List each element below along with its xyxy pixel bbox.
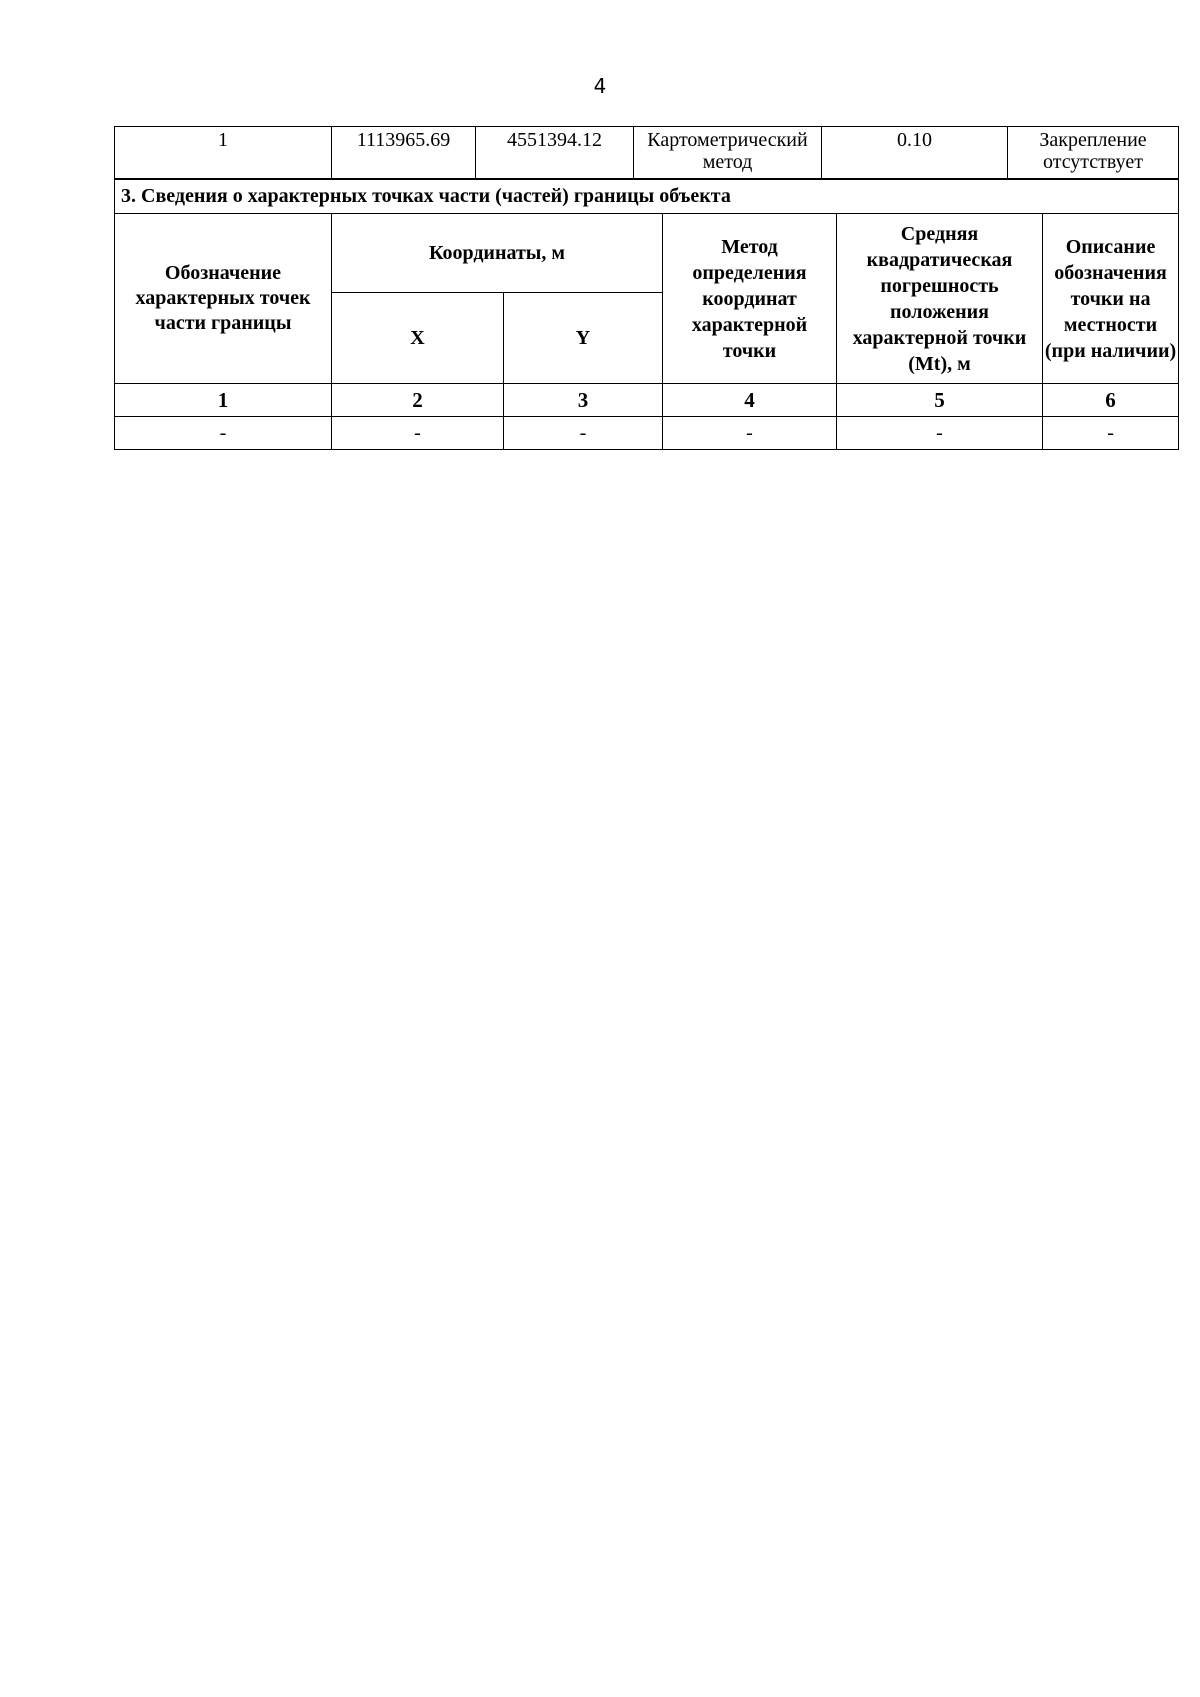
method-cell: Картометрический метод	[634, 127, 822, 180]
mt-cell: 0.10	[822, 127, 1008, 180]
header-row-1	[115, 214, 1179, 293]
top-coordinates-table	[114, 126, 1179, 180]
section3-table	[114, 178, 1179, 450]
header-description: Описание обозначения точки на местности (при наличии)	[1043, 214, 1179, 384]
header-mt: Средняя квадратическая погрешность положения характерной точки (Mt), м	[837, 214, 1043, 384]
table-cell: -	[837, 417, 1043, 450]
column-number: 6	[1043, 384, 1179, 417]
section-title: 3. Сведения о характерных точках части (частей) границы объекта	[115, 179, 1179, 214]
column-number-row	[115, 384, 1179, 417]
section-title-row	[115, 179, 1179, 214]
table-cell: -	[504, 417, 663, 450]
table-cell: -	[115, 417, 332, 450]
table-row	[115, 127, 1179, 180]
header-method: Метод определения координат характерной точки	[663, 214, 837, 384]
page-number: 4	[593, 74, 607, 98]
point-cell: 1	[115, 127, 332, 180]
column-number: 1	[115, 384, 332, 417]
column-number: 4	[663, 384, 837, 417]
table-cell: -	[332, 417, 504, 450]
column-number: 3	[504, 384, 663, 417]
header-coordinates: Координаты, м	[332, 214, 663, 293]
description-cell: Закрепление отсутствует	[1008, 127, 1179, 180]
column-number: 2	[332, 384, 504, 417]
y-cell: 4551394.12	[476, 127, 634, 180]
header-y: Y	[504, 293, 663, 384]
table-cell: -	[1043, 417, 1179, 450]
column-number: 5	[837, 384, 1043, 417]
header-designation: Обозначение характерных точек части границы	[115, 214, 332, 384]
table-row	[115, 417, 1179, 450]
header-x: X	[332, 293, 504, 384]
table-cell: -	[663, 417, 837, 450]
x-cell: 1113965.69	[332, 127, 476, 180]
